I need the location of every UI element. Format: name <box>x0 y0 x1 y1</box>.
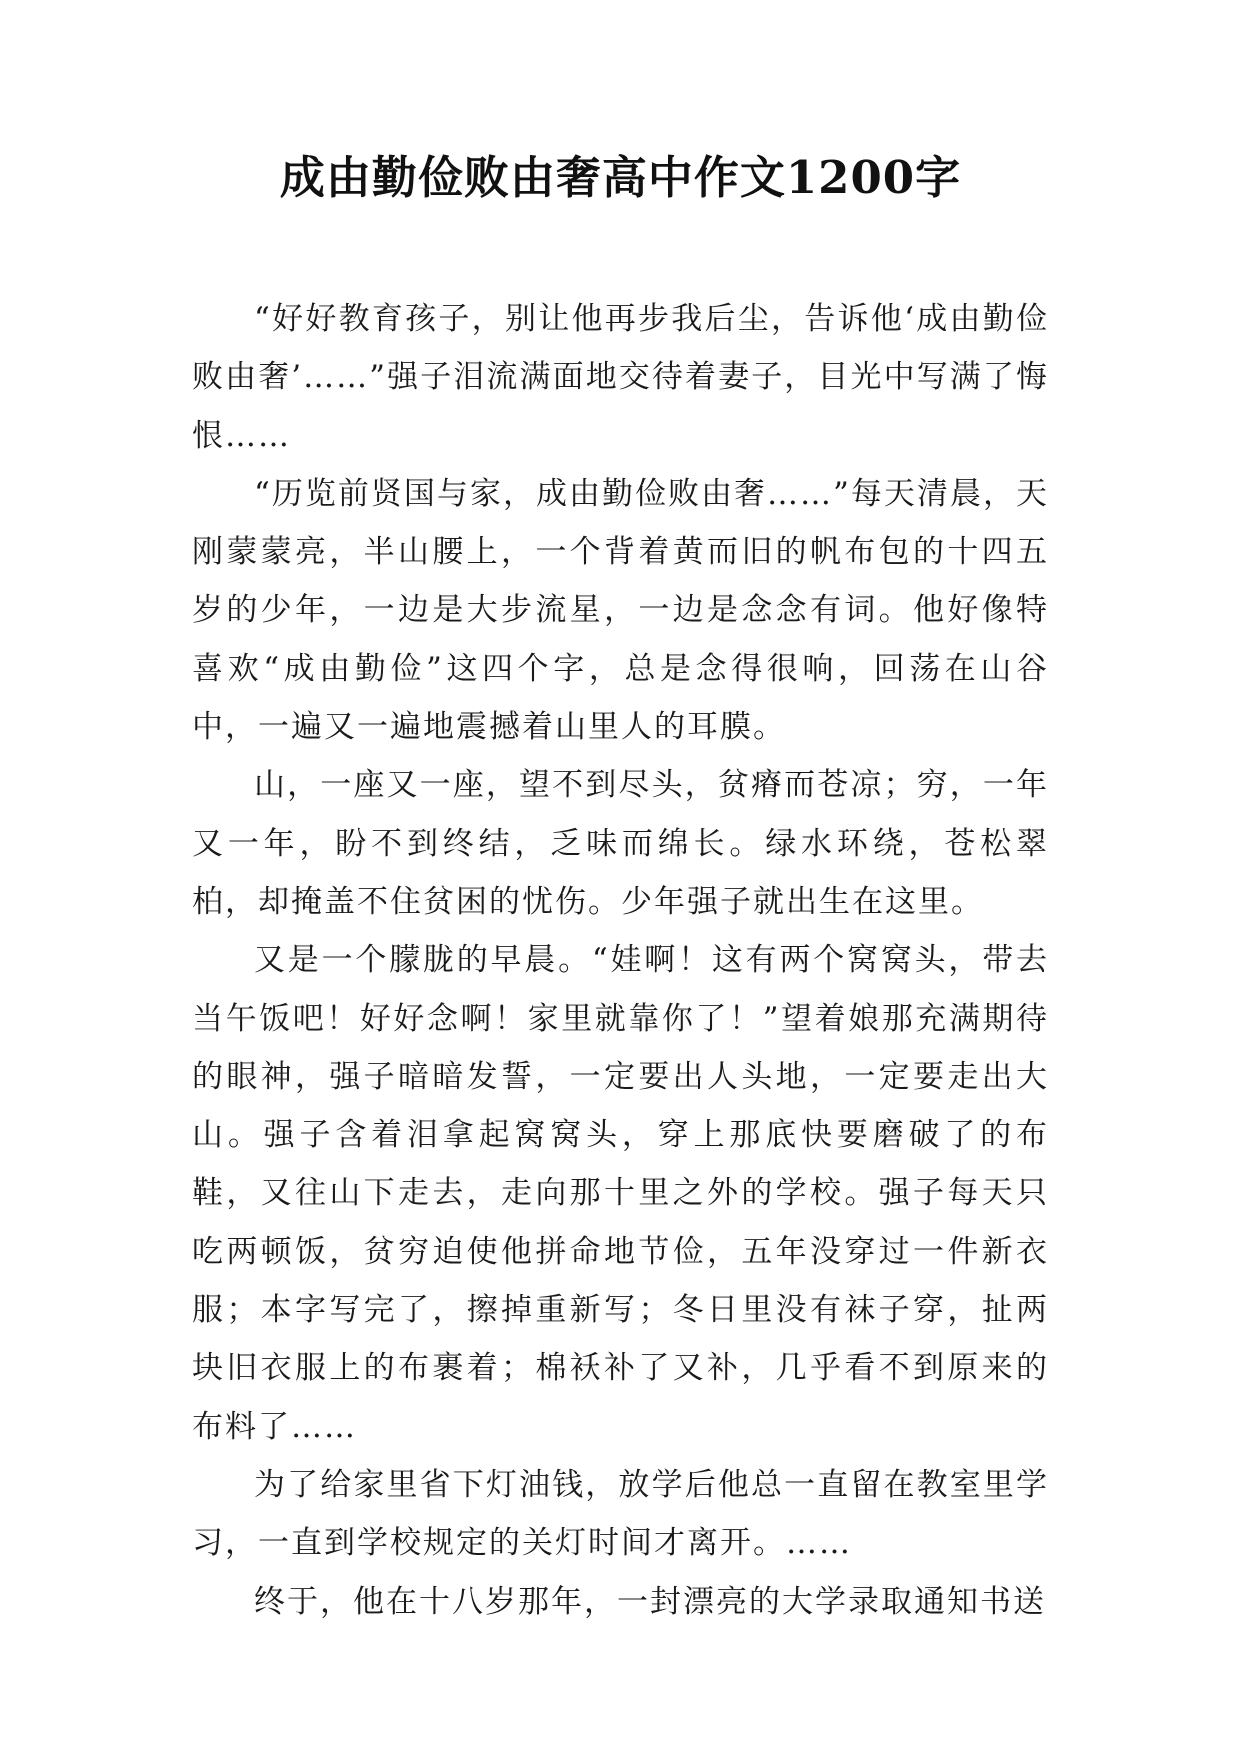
paragraph-5: 为了给家里省下灯油钱，放学后他总一直留在教室里学习，一直到学校规定的关灯时间才离开。…… <box>192 1466 1049 1562</box>
paragraph-2: “历览前贤国与家，成由勤俭败由奢……”每天清晨，天刚蒙蒙亮，半山腰上，一个背着黄而旧的帆布包的十四五岁的少年，一边是大步流星，一边是念念有词。他好像特喜欢“成由勤俭”这四个字，总是念得很响，回荡在山谷中，一遍又一遍地震撼着山里人的耳膜。 <box>192 475 1049 746</box>
paragraph-1: “好好教育孩子，别让他再步我后尘，告诉他‘成由勤俭败由奢’……”强子泪流满面地交待着妻子，目光中写满了悔恨…… <box>192 301 1049 454</box>
paragraph-4: 又是一个朦胧的早晨。“娃啊！这有两个窝窝头，带去当午饭吧！好好念啊！家里就靠你了！”望着娘那充满期待的眼神，强子暗暗发誓，一定要出人头地，一定要走出大山。强子含着泪拿起窝窝头，穿上那底快要磨破了的布鞋，又往山下走去，走向那十里之外的学校。强子每天只吃两顿饭，贫穷迫使他拼命地节俭，五年没穿过一件新衣服；本字写完了，擦掉重新写；冬日里没有袜子穿，扯两块旧衣服上的布裹着；棉袄补了又补，几乎看不到原来的布料了…… <box>192 942 1049 1445</box>
paragraph-6: 终于，他在十八岁那年，一封漂亮的大学录取通知书送 <box>254 1583 1046 1620</box>
document-body <box>192 290 1049 1631</box>
document-title: 成由勤俭败由奢高中作文1200字 <box>279 151 962 204</box>
paragraph-3: 山，一座又一座，望不到尽头，贫瘠而苍凉；穷，一年又一年，盼不到终结，乏味而绵长。绿水环绕，苍松翠柏，却掩盖不住贫困的忧伤。少年强子就出生在这里。 <box>192 767 1049 920</box>
